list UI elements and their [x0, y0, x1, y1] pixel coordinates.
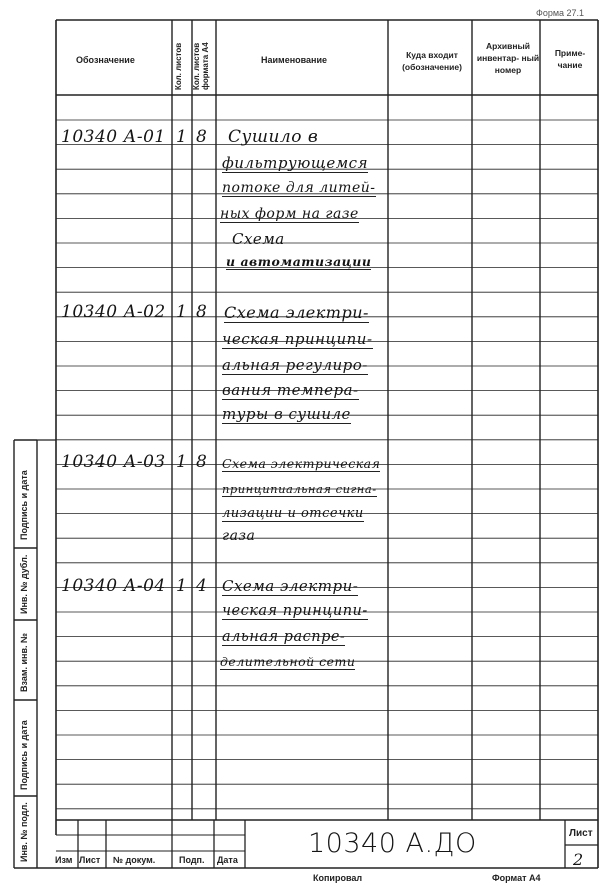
title-block-doc-no: № докум. — [113, 855, 156, 865]
entry-4-name-line-2: ческая принципи- — [222, 603, 368, 619]
entry-3-name-line-3: лизации и отсечки — [222, 506, 364, 521]
entry-2-name-line-3: альная регулиро- — [222, 356, 368, 374]
entry-4-sheets: 1 — [176, 576, 188, 596]
entry-1-name-line-5: Схема — [232, 230, 285, 248]
entry-2-designation: 10340 А-02 — [61, 302, 166, 322]
title-block-designation: 10340 А.ДО — [308, 828, 477, 859]
entry-3-designation: 10340 А-03 — [61, 452, 166, 472]
entry-3-name-line-1: Схема электрическая — [222, 456, 381, 471]
header-designation: Обозначение — [76, 55, 135, 65]
entry-4-name-line-1: Схема электри- — [222, 577, 359, 595]
entry-3-name-line-4: газа — [222, 528, 256, 544]
entry-2-name-line-2: ческая принципи- — [222, 330, 373, 348]
entry-2-a4: 8 — [196, 302, 208, 322]
side-label-podpis-data-1: Подпись и дата — [19, 720, 29, 790]
header-where-included: Куда входит (обозначение) — [402, 50, 462, 72]
entry-1-name-line-6: и автоматизации — [226, 254, 372, 269]
header-name: Наименование — [261, 55, 328, 65]
entry-1-sheets: 1 — [176, 127, 188, 147]
header-a4-count-text: Кол. листов формата А4 — [192, 42, 210, 90]
side-label-inv-dubl: Инв. № дубл. — [19, 554, 29, 614]
entry-1-name-line-3: потоке для литей- — [222, 180, 376, 196]
entry-1-a4: 8 — [196, 127, 208, 147]
header-sheets-count: Кол. листов — [174, 42, 183, 90]
title-block-data: Дата — [217, 855, 238, 865]
entry-4-name-line-3: альная распре- — [222, 629, 346, 645]
side-label-inv-podl: Инв. № подл. — [19, 802, 29, 862]
title-block-sheet-label: Лист — [569, 828, 593, 839]
title-block-list: Лист — [79, 855, 101, 865]
entry-1-name-line-2: фильтрующемся — [222, 154, 369, 172]
entry-3-sheets: 1 — [176, 452, 188, 472]
entry-1-designation: 10340 А-01 — [61, 127, 166, 147]
entry-1-name-line-4: ных форм на газе — [220, 206, 359, 222]
title-block-sheet-number: 2 — [573, 850, 584, 869]
form-label: Форма 27.1 — [536, 8, 585, 18]
side-label-vzam-inv: Взам. инв. № — [19, 632, 29, 692]
title-block-izm: Изм — [55, 855, 73, 865]
entry-4-name-line-4: делительной сети — [220, 654, 356, 669]
entry-2-name-line-1: Схема электри- — [224, 303, 369, 322]
entry-2-sheets: 1 — [176, 302, 188, 322]
side-label-podpis-data-2: Подпись и дата — [19, 470, 29, 540]
footer-format: Формат А4 — [492, 873, 541, 883]
entry-4-designation: 10340 А-04 — [61, 576, 166, 596]
footer-copied: Копировал — [313, 873, 363, 883]
entry-3-a4: 8 — [196, 452, 208, 472]
entry-2-name-line-4: вания темпера- — [222, 381, 359, 399]
entry-2-name-line-5: туры в сушиле — [222, 405, 351, 423]
title-block-podp: Подп. — [179, 855, 205, 865]
header-note: Приме- чание — [554, 48, 586, 70]
header-archive-number: Архивный инвентар- ный номер — [476, 41, 540, 75]
entry-4-a4: 4 — [196, 576, 208, 596]
entry-1-name-line-1: Сушило в — [228, 127, 319, 147]
entry-3-name-line-2: принципиальная сигна- — [222, 482, 377, 496]
